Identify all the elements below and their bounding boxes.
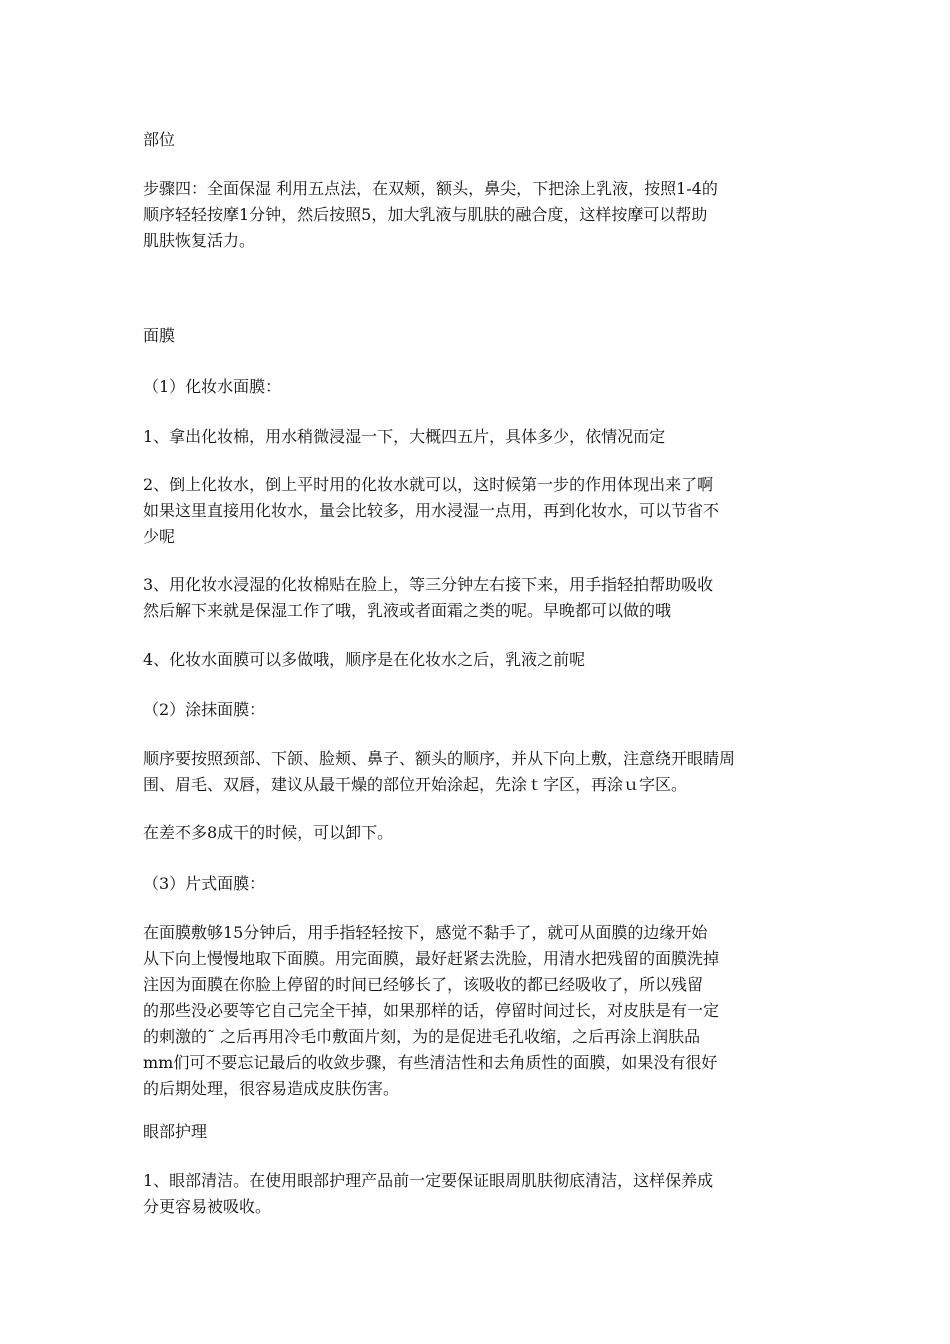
text-line: 面膜	[143, 326, 176, 345]
paragraph-eye-cleansing	[143, 1168, 713, 1220]
paragraph-sheet-mask	[143, 920, 719, 1102]
text-line: （1）化妆水面膜：	[143, 377, 282, 396]
text-line: 少呢	[143, 527, 176, 546]
text-line: 部位	[143, 130, 176, 149]
text-line: 然后解下来就是保湿工作了哦，乳液或者面霜之类的呢。早晚都可以做的哦	[143, 601, 672, 620]
subheading-sheet-mask	[143, 871, 265, 897]
paragraph-toner-step-4	[143, 647, 585, 673]
paragraph-cream-mask-remove	[143, 820, 393, 846]
subheading-toner-mask	[143, 374, 281, 400]
text-line: 的后期处理，很容易造成皮肤伤害。	[143, 1079, 400, 1098]
text-line: 1、眼部清洁。在使用眼部护理产品前一定要保证眼周肌肤彻底清洁，这样保养成	[143, 1171, 714, 1190]
heading-buwei	[143, 127, 175, 153]
text-line: 步骤四：全面保湿 利用五点法，在双颊，额头，鼻尖，下把涂上乳液，按照1-4的	[143, 179, 718, 198]
text-line: 的那些没必要等它自己完全干掉，如果那样的话，停留时间过长，对皮肤是有一定	[143, 1001, 720, 1020]
paragraph-toner-step-3	[143, 572, 713, 624]
text-line: 在面膜敷够15分钟后，用手指轻轻按下，感觉不黏手了，就可从面膜的边缘开始	[143, 923, 708, 942]
text-line: 肌肤恢复活力。	[143, 231, 256, 250]
paragraph-toner-step-2	[143, 472, 719, 550]
text-line: 2、倒上化妆水，倒上平时用的化妆水就可以，这时候第一步的作用体现出来了啊	[143, 475, 714, 494]
text-line: 分更容易被吸收。	[143, 1197, 272, 1216]
text-line: 顺序要按照颈部、下颌、脸颊、鼻子、额头的顺序，并从下向上敷，注意绕开眼睛周	[143, 749, 736, 768]
text-line: 围、眉毛、双唇，建议从最干燥的部位开始涂起，先涂ｔ字区，再涂ｕ字区。	[143, 775, 688, 794]
text-line: （3）片式面膜：	[143, 874, 266, 893]
subheading-cream-mask	[143, 697, 265, 723]
text-line: 3、用化妆水浸湿的化妆棉贴在脸上，等三分钟左右接下来，用手指轻拍帮助吸收	[143, 575, 714, 594]
paragraph-step-four	[143, 176, 718, 254]
heading-mask	[143, 323, 175, 349]
text-line: 眼部护理	[143, 1122, 208, 1141]
text-line: 顺序轻轻按摩1分钟，然后按照5，加大乳液与肌肤的融合度，这样按摩可以帮助	[143, 205, 708, 224]
text-line: （2）涂抹面膜：	[143, 700, 266, 719]
text-line: mm们可不要忘记最后的收敛步骤，有些清洁性和去角质性的面膜，如果没有很好	[143, 1053, 718, 1072]
heading-eye-care	[143, 1119, 207, 1145]
text-line: 在差不多8成干的时候，可以卸下。	[143, 823, 394, 842]
text-line: 注因为面膜在你脸上停留的时间已经够长了，该吸收的都已经吸收了，所以残留	[143, 975, 704, 994]
paragraph-toner-step-1	[143, 424, 665, 450]
text-line: 的刺激的˜ 之后再用冷毛巾敷面片刻，为的是促进毛孔收缩，之后再涂上润肤品	[143, 1027, 701, 1046]
text-line: 4、化妆水面膜可以多做哦，顺序是在化妆水之后，乳液之前呢	[143, 650, 586, 669]
text-line: 从下向上慢慢地取下面膜。用完面膜，最好赶紧去洗脸，用清水把残留的面膜洗掉	[143, 949, 720, 968]
paragraph-cream-mask-order	[143, 746, 735, 798]
text-line: 1、拿出化妆棉，用水稍微浸湿一下，大概四五片，具体多少，依情况而定	[143, 427, 666, 446]
text-line: 如果这里直接用化妆水，量会比较多，用水浸湿一点用，再到化妆水，可以节省不	[143, 501, 720, 520]
